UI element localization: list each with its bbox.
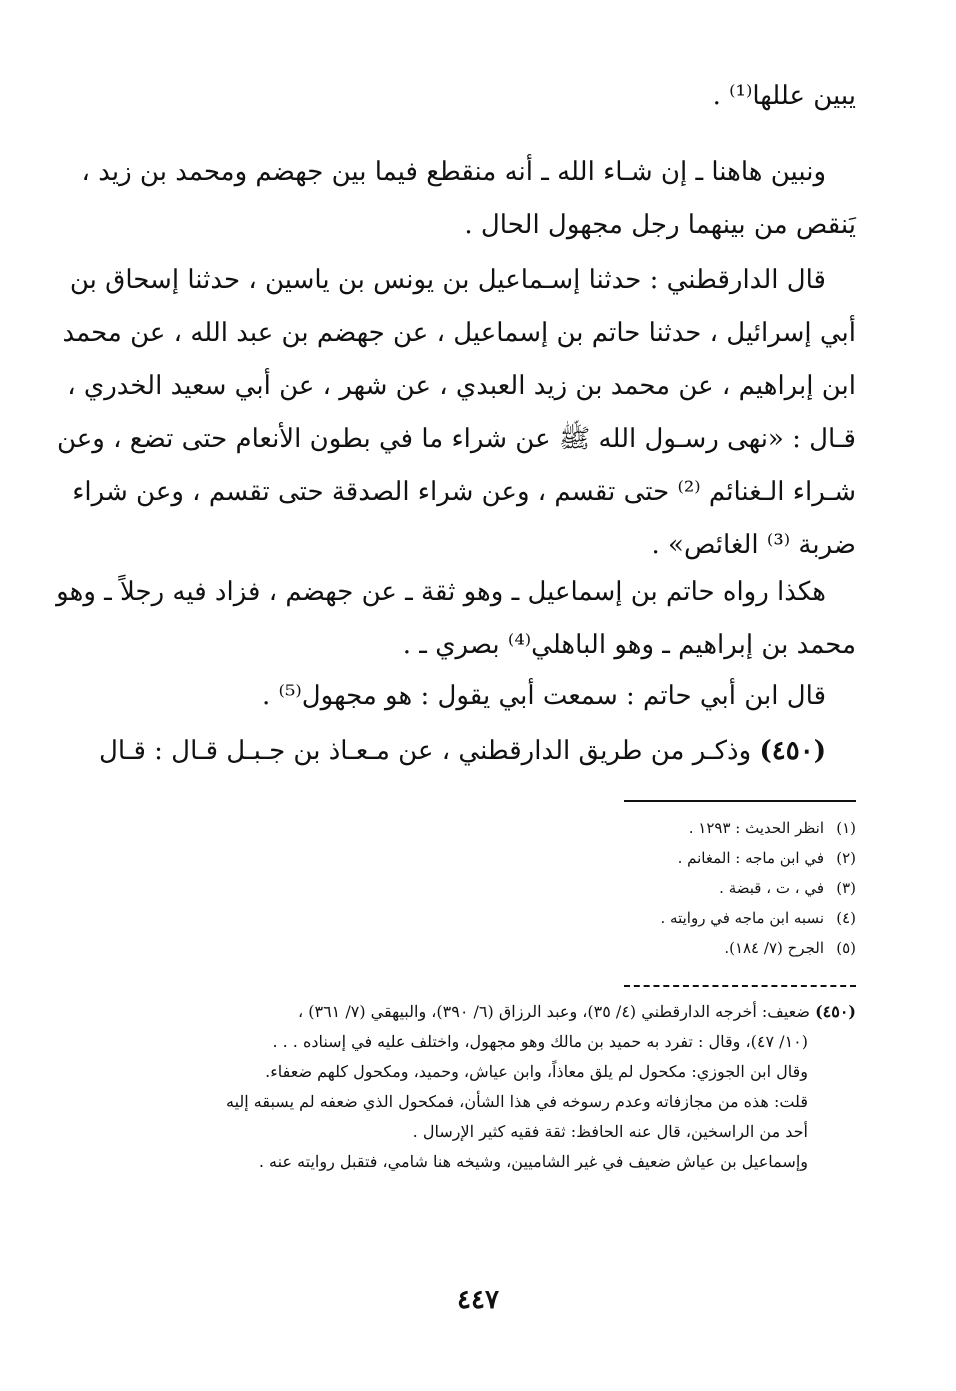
- page-number: ٤٤٧: [457, 1285, 499, 1315]
- text-line: قال ابن أبي حاتم : سمعت أبي يقول : هو مجهول⁽⁵⁾ .: [262, 681, 826, 711]
- footnote-item: [556, 813, 856, 843]
- main-paragraph-2: [81, 146, 856, 252]
- main-paragraph-1: [96, 70, 856, 123]
- text-line: [96, 725, 856, 778]
- main-paragraph-4: [56, 566, 856, 672]
- text-line: يبين عللها⁽¹⁾ .: [712, 81, 856, 111]
- footnote-item: [556, 933, 856, 963]
- hadith-number: (٤٥٠): [759, 736, 826, 766]
- main-paragraph-3: [56, 254, 856, 572]
- footnote-number: (٣): [836, 879, 856, 897]
- text-line: ونبين هاهنا ـ إن شـاء الله ـ أنه منقطع فيما بين جهضم ومحمد بن زيد ،: [81, 157, 826, 187]
- text-line: محمد بن إبراهيم ـ وهو الباهلي⁽⁴⁾ بصري ـ .: [402, 630, 856, 660]
- text-line: أبي إسرائيل ، حدثنا حاتم بن إسماعيل ، عن جهضم بن عبد الله ، عن محمد: [62, 318, 856, 348]
- main-paragraph-5: [96, 670, 856, 723]
- footnote-text: انظر الحديث : ١٢٩٣ .: [688, 819, 824, 837]
- main-paragraph-6: [96, 725, 856, 778]
- text-line: قـال : «نهى رسـول الله ﷺ عن شراء ما في بطون الأنعام حتى تضع ، وعن: [56, 424, 856, 454]
- footnote-item: [556, 843, 856, 873]
- commentary-line: وقال ابن الجوزي: مكحول لم يلق معاذاً، وابن عياش، وحميد، ومكحول كلهم ضعفاء.: [265, 1062, 808, 1081]
- footnote-item: [556, 873, 856, 903]
- text-line: ابن إبراهيم ، عن محمد بن زيد العبدي ، عن شهر ، عن أبي سعيد الخدري ،: [67, 371, 856, 401]
- commentary-text: ضعيف: أخرجه الدارقطني (٤/ ٣٥)، وعبد الرزاق (٦/ ٣٩٠)، والبيهقي (٧/ ٣٦١) ،: [297, 1002, 816, 1021]
- footnote-text: في ، ت ، قبضة .: [719, 879, 824, 897]
- footnote-number: (٤): [836, 909, 856, 927]
- footnote-number: (٢): [836, 849, 856, 867]
- commentary-number: (٤٥٠): [815, 1002, 856, 1021]
- commentary-line: أحد من الراسخين، قال عنه الحافظ: ثقة فقيه كثير الإرسال .: [412, 1122, 808, 1141]
- footnote-text: الجرح (٧/ ١٨٤).: [724, 939, 824, 957]
- text-line: شـراء الـغنائم ⁽²⁾ حتى تقسم ، وعن شراء الصدقة حتى تقسم ، وعن شراء: [72, 477, 856, 507]
- footnote-text: في ابن ماجه : المغانم .: [677, 849, 824, 867]
- takhrij-commentary: [96, 997, 856, 1177]
- text-line: ضربة ⁽³⁾ الغائص» .: [651, 530, 856, 560]
- commentary-line: قلت: هذه من مجازفاته وعدم رسوخه في هذا الشأن، فمكحول الذي ضعفه لم يسبقه إليه: [225, 1092, 808, 1111]
- commentary-separator: [624, 985, 856, 987]
- text-line: هكذا رواه حاتم بن إسماعيل ـ وهو ثقة ـ عن جهضم ، فزاد فيه رجلاً ـ وهو: [56, 577, 826, 607]
- commentary-line: وإسماعيل بن عياش ضعيف في غير الشاميين، وشيخه هنا شامي، فتقبل روايته عنه .: [258, 1152, 808, 1171]
- commentary-line: (١٠/ ٤٧)، وقال : تفرد به حميد بن مالك وهو مجهول، واختلف عليه في إسناده . . .: [272, 1032, 808, 1051]
- commentary-line: [96, 997, 856, 1027]
- text-line: يَنقص من بينهما رجل مجهول الحال .: [464, 210, 856, 240]
- footnote-separator: [624, 800, 856, 802]
- text-line: قال الدارقطني : حدثنا إسـماعيل بن يونس بن ياسين ، حدثنا إسحاق بن: [69, 265, 826, 295]
- footnotes: [556, 813, 856, 963]
- footnote-number: (٥): [836, 939, 856, 957]
- footnote-number: (١): [836, 819, 856, 837]
- hadith-text: وذكـر من طريق الدارقطني ، عن مـعـاذ بن جـبـل قـال : قـال: [99, 736, 760, 766]
- footnote-text: نسبه ابن ماجه في روايته .: [660, 909, 824, 927]
- footnote-item: [556, 903, 856, 933]
